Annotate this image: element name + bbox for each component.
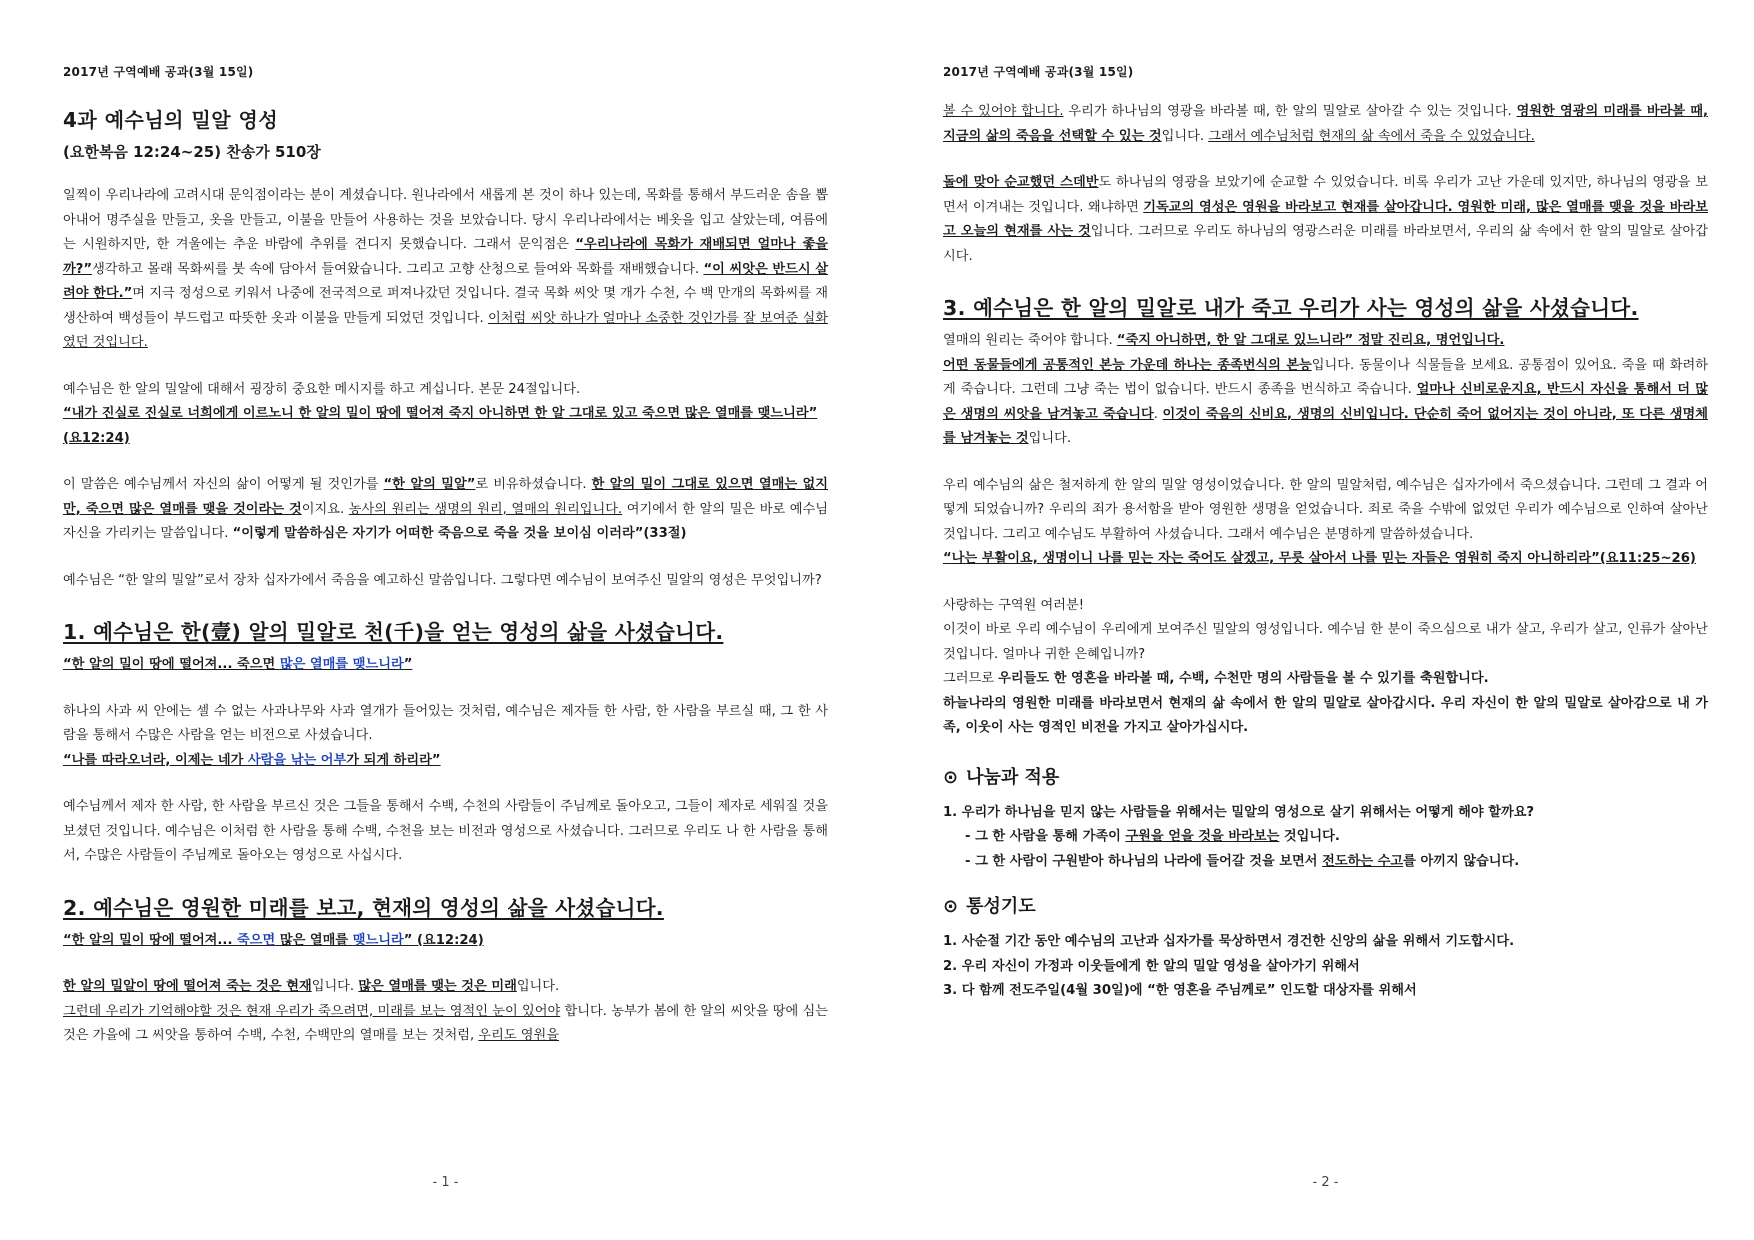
section-heading-3: 3. 예수님은 한 알의 밀알로 내가 죽고 우리가 사는 영성의 삶을 사셨습니다. <box>943 296 1639 320</box>
body-paragraph: 하나의 사과 씨 안에는 셀 수 없는 사과나무와 사과 열개가 들어있는 것처럼, 예수님은 제자들 한 사람, 한 사람을 부르실 때, 그 한 사람을 통해서 수많은 사람을 얻는 비전으로 사셨습니다. <box>63 703 828 743</box>
page-header: 2017년 구역예배 공과(3월 15일) <box>63 65 254 79</box>
list-item: 1. 우리가 하나님을 믿지 않는 사람들을 위해서는 밀알의 영성으로 살기 위해서는 어떻게 해야 할까요? <box>943 804 1535 820</box>
scripture-quote: “나를 따라오너라, 이제는 네가 사람을 낚는 어부가 되게 하리라” <box>63 752 441 768</box>
body-paragraph: 그런데 우리가 기억해야할 것은 현재 우리가 죽으려면, 미래를 보는 영적인 눈이 있어야 합니다. 농부가 봄에 한 알의 씨앗을 땅에 심는 것은 가을에 그 씨앗을 통하여 수백, 수천, 수백만의 열매를 보는 것처럼, 우리도 영원을 <box>63 1003 829 1043</box>
page-number: - 1 - <box>432 1175 459 1190</box>
page-header: 2017년 구역예배 공과(3월 15일) <box>943 65 1134 79</box>
list-item: 2. 우리 자신이 가정과 이웃들에게 한 알의 밀알 영성을 살아가기 위해서 <box>943 958 1360 974</box>
body-paragraph: 그러므로 우리들도 한 영혼을 바라볼 때, 수백, 수천만 명의 사람들을 볼 수 있기를 축원합니다. <box>943 671 1489 686</box>
body-paragraph: 이것이 바로 우리 예수님이 우리에게 보여주신 밀알의 영성입니다. 예수님 한 분이 죽으심으로 내가 살고, 우리가 살고, 인류가 살아난 것입니다. 얼마나 귀한 은혜입니까? <box>943 622 1708 662</box>
scripture-quote: “나는 부활이요, 생명이니 나를 믿는 자는 죽어도 살겠고, 무릇 살아서 나를 믿는 자들은 영원히 죽지 아니하리라”(요11:25~26) <box>943 551 1696 566</box>
lesson-title: 4과 예수님의 밀알 영성 <box>63 108 279 132</box>
page-1-content <box>63 100 828 1049</box>
list-item: 3. 다 함께 전도주일(4월 30일)에 “한 영혼을 주님께로” 인도할 대상자를 위해서 <box>943 983 1417 998</box>
body-paragraph: 열매의 원리는 죽어야 합니다. “죽지 아니하면, 한 알 그대로 있느니라” 정말 진리요, 명언입니다. 어떤 동물들에게 공통적인 본능 가운데 하나는 종족번식의 본능입니다. 동물이나 식물들을 보세요. 공통점이 있어요. 죽을 때 화려하게 죽습니다. 그런데 그냥 죽는 법이 없습니다. 반드시 종족을 번식하고 죽습니다. 얼마나 신비로운지요, 반드시 자신을 통해서 더 많은 생명의 씨앗을 남겨놓고 죽습니다. 이것이 죽음의 신비요, 생명의 신비입니다. 단순히 죽어 없어지는 것이 아니라, 또 다른 생명체를 남겨놓는 것입니다. <box>943 333 1708 446</box>
page-2-content <box>943 100 1708 1018</box>
body-paragraph: 우리 예수님의 삶은 철저하게 한 알의 밀알 영성이었습니다. 한 알의 밀알처럼, 예수님은 십자가에서 죽으셨습니다. 그런데 그 결과 어떻게 되었습니까? 우리의 죄가 용서함을 받아 영원한 생명을 얻었습니다. 죄로 죽을 수밖에 없었던 우리가 예수님으로 인하여 살아난 것입니다. 그리고 예수님도 부활하여 사셨습니다. 그래서 예수님은 분명하게 말씀하셨습니다. <box>943 477 1708 542</box>
closing-greeting: 사랑하는 구역원 여러분! <box>943 597 1085 613</box>
page-number: - 2 - <box>1312 1175 1339 1190</box>
body-paragraph: 하늘나라의 영원한 미래를 바라보면서 현재의 삶 속에서 한 알의 밀알로 살아갑시다. 우리 자신이 한 알의 밀알로 살아감으로 내 가족, 이웃이 사는 영적인 비전을 가지고 살아가십시다. <box>943 695 1708 735</box>
circled-dot-icon: ⊙ <box>943 896 959 917</box>
circled-dot-icon: ⊙ <box>943 766 959 788</box>
sharing-heading: ⊙ 나눔과 적용 <box>943 766 1060 788</box>
list-item: - 그 한 사람이 구원받아 하나님의 나라에 들어갈 것을 보면서 전도하는 수고를 아끼지 않습니다. <box>965 853 1520 869</box>
body-paragraph: 이 말씀은 예수님께서 자신의 삶이 어떻게 될 것인가를 “한 알의 밀알”로 비유하셨습니다. 한 알의 밀이 그대로 있으면 열매는 없지만, 죽으면 많은 열매를 맺을 것이라는 것이지요. 농사의 원리는 생명의 원리, 열매의 원리입니다. 여기에서 한 알의 밀은 바로 예수님 자신을 가리키는 말씀입니다. “이렇게 말씀하심은 자기가 어떠한 죽음으로 죽을 것을 보이심 이러라”(33절) <box>63 477 829 541</box>
intro-paragraph: 일찍이 우리나라에 고려시대 문익점이라는 분이 계셨습니다. 원나라에서 새롭게 본 것이 하나 있는데, 목화를 통해서 부드러운 솜을 뽑아내어 명주실을 만들고, 옷을 만들고, 이불을 만들어 사용하는 것을 보았습니다. 당시 우리나라에서는 베옷을 입고 살았는데, 여름에는 시원하지만, 한 겨울에는 추운 바람에 추위를 견디지 못했습니다. 그래서 문익점은 “우리나라에 목화가 재배되면 얼마나 좋을까?”생각하고 몰래 목화씨를 붓 속에 담아서 들여왔습니다. 그리고 고향 산청으로 들여와 목화를 재배했습니다. “이 씨앗은 반드시 살려야 한다.”며 지극 정성으로 키워서 나중에 전국적으로 퍼져나갔던 것입니다. 결국 목화 씨앗 몇 개가 수천, 수 백 만개의 목화씨를 재생산하여 백성들이 부드럽고 따뜻한 옷과 이불을 만들게 되었던 것입니다. 이처럼 씨앗 하나가 얼마나 소중한 것인가를 잘 보여준 실화였던 것입니다. <box>63 188 828 350</box>
scripture-quote: “한 알의 밀이 땅에 떨어져... 죽으면 많은 열매를 맺느니라” (요12:24) <box>63 932 484 948</box>
section-heading-2: 2. 예수님은 영원한 미래를 보고, 현재의 영성의 삶을 사셨습니다. <box>63 895 664 920</box>
body-paragraph: 예수님은 “한 알의 밀알”로서 장차 십자가에서 죽음을 예고하신 말씀입니다. 그렇다면 예수님이 보여주신 밀알의 영성은 무엇입니까? <box>63 572 822 588</box>
page-2 <box>943 0 1708 1240</box>
body-paragraph: 돌에 맞아 순교했던 스데반도 하나님의 영광을 보았기에 순교할 수 있었습니다. 비록 우리가 고난 가운데 있지만, 하나님의 영광을 보면서 이겨내는 것입니다. 왜냐하면 기독교의 영성은 영원을 바라보고 현재를 살아갑니다. 영원한 미래, 많은 열매를 맺을 것을 바라보고 오늘의 현재를 사는 것입니다. 그러므로 우리도 하나님의 영광스러운 미래를 바라보면서, 우리의 삶 속에서 한 알의 밀알로 살아갑시다. <box>943 175 1708 264</box>
scripture-quote: “내가 진실로 진실로 너희에게 이르노니 한 알의 밀이 땅에 떨어져 죽지 아니하면 한 알 그대로 있고 죽으면 많은 열매를 맺느니라” (요12:24) <box>63 406 818 446</box>
list-item: - 그 한 사람을 통해 가족이 구원을 얻을 것을 바라보는 것입니다. <box>965 829 1340 844</box>
prayer-list <box>943 930 1708 1004</box>
body-paragraph: 볼 수 있어야 합니다. 우리가 하나님의 영광을 바라볼 때, 한 알의 밀알로 살아갈 수 있는 것입니다. 영원한 영광의 미래를 바라볼 때, 지금의 삶의 죽음을 선택할 수 있는 것입니다. 그래서 예수님처럼 현재의 삶 속에서 죽을 수 있었습니다. <box>943 104 1708 144</box>
body-paragraph: 한 알의 밀알이 땅에 떨어져 죽는 것은 현재입니다. 많은 열매를 맺는 것은 미래입니다. <box>63 979 560 994</box>
scripture-quote: “한 알의 밀이 땅에 떨어져... 죽으면 많은 열매를 맺느니라” <box>63 657 413 672</box>
section-heading-1: 1. 예수님은 한(壹) 알의 밀알로 천(千)을 얻는 영성의 삶을 사셨습니다. <box>63 620 724 644</box>
list-item: 1. 사순절 기간 동안 예수님의 고난과 십자가를 묵상하면서 경건한 신앙의 삶을 위해서 기도합시다. <box>943 934 1515 949</box>
page-1 <box>63 0 828 1240</box>
sharing-list <box>943 801 1708 875</box>
lesson-reference: (요한복음 12:24~25) 찬송가 510장 <box>63 143 321 161</box>
body-paragraph: 예수님은 한 알의 밀알에 대해서 굉장히 중요한 메시지를 하고 계십니다. 본문 24절입니다. <box>63 381 581 397</box>
body-paragraph: 예수님께서 제자 한 사람, 한 사람을 부르신 것은 그들을 통해서 수백, 수천의 사람들이 주님께로 돌아오고, 그들이 제자로 세워질 것을 보셨던 것입니다. 예수님은 이처럼 한 사람을 통해 수백, 수천을 보는 비전과 영성으로 사셨습니다. 그러므로 우리도 나 한 사람을 통해서, 수많은 사람들이 주님께로 돌아오는 영성으로 사십시다. <box>63 799 828 863</box>
prayer-heading: ⊙ 통성기도 <box>943 896 1036 917</box>
